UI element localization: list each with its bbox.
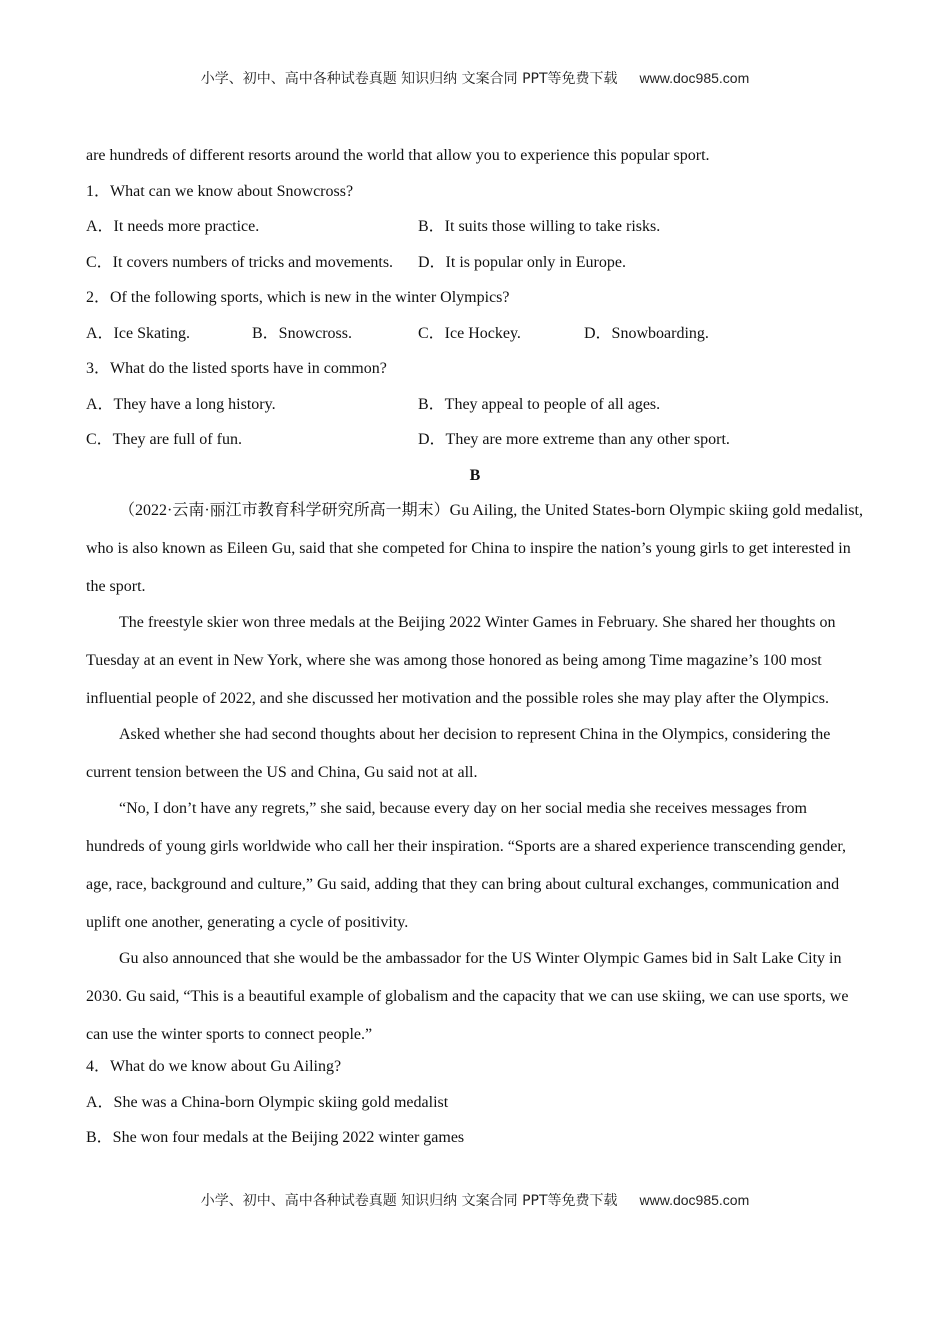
question-2-option-a[interactable]: A．Ice Skating. [86,324,190,342]
question-1-option-d[interactable]: D．It is popular only in Europe. [418,253,626,271]
question-1-option-b[interactable]: B．It suits those willing to take risks. [418,218,661,235]
footer-url[interactable]: www.doc985.com [639,1192,750,1208]
question-4-option-b[interactable]: B．She won four medals at the Beijing 2022 winter games [86,1129,465,1146]
question-3-option-c[interactable]: C．They are full of fun. [86,431,242,448]
question-2-option-c[interactable]: C．Ice Hockey. [418,324,521,342]
question-2-stem: 2．Of the following sports, which is new in the winter Olympics? [86,289,510,306]
question-3-option-d[interactable]: D．They are more extreme than any other sport. [418,431,730,448]
passage-paragraph-1: （2022·云南·丽江市教育科学研究所高一期末）Gu Ailing, the United States-born Olympic skiing gold medalist, who is also known as Eileen Gu, said that she competed for China to inspire the nation’s young girls to get interested in the sport. [86,502,863,595]
passage-paragraph-4: “No, I don’t have any regrets,” she said, because every day on her social media she receives messages from hundreds of young girls worldwide who call her their inspiration. “Sports are a shared experience transcending gender, age, race, background and culture,” Gu said, adding that they can bring about cultural exchanges, communication and uplift one another, generating a cycle of positivity. [86,800,847,931]
question-3-options-row-2 [86,427,864,463]
question-1-options-row-2 [86,250,864,286]
passage-paragraph-5: Gu also announced that she would be the ambassador for the US Winter Olympic Games bid in Salt Lake City in 2030. Gu said, “This is a beautiful example of globalism and the capacity that we can use skiing, we can use sports, we can use the winter sports to connect people.” [86,950,849,1043]
question-2-option-d[interactable]: D．Snowboarding. [584,324,709,342]
question-3-option-a[interactable]: A．They have a long history. [86,395,276,413]
passage-paragraph-2: The freestyle skier won three medals at the Beijing 2022 Winter Games in February. She shared her thoughts on Tuesday at an event in New York, where she was among those honored as being among Time magazine’s 100 most influential people of 2022, and she discussed her motivation and the possible roles she may play after the Olympics. [86,614,836,707]
footer-text: 小学、初中、高中各种试卷真题 知识归纳 文案合同 PPT等免费下载 [200,1193,618,1209]
header-text: 小学、初中、高中各种试卷真题 知识归纳 文案合同 PPT等免费下载 [200,71,618,87]
document-body [86,143,864,1161]
question-4-stem: 4．What do we know about Gu Ailing? [86,1058,342,1075]
section-b-passage [86,492,864,1054]
page-footer [0,1190,950,1210]
question-3-options-row-1 [86,392,864,428]
question-3-option-b[interactable]: B．They appeal to people of all ages. [418,395,661,413]
question-4-option-a[interactable]: A．She was a China-born Olympic skiing gold medalist [86,1093,449,1111]
question-1-stem: 1．What can we know about Snowcross? [86,182,354,200]
question-1-option-c[interactable]: C．It covers numbers of tricks and movements. [86,253,394,271]
question-3-stem: 3．What do the listed sports have in common? [86,360,387,377]
question-2-options-row [86,321,864,357]
question-2-option-b[interactable]: B．Snowcross. [252,324,353,342]
question-1-options-row-1 [86,214,864,250]
passage-paragraph-3: Asked whether she had second thoughts about her decision to represent China in the Olympics, considering the current tension between the US and China, Gu said not at all. [86,726,831,781]
section-b-title: B [469,466,481,484]
question-1-option-a[interactable]: A．It needs more practice. [86,218,260,235]
header-url[interactable]: www.doc985.com [639,70,750,86]
page-header [0,68,950,88]
intro-line: are hundreds of different resorts around the world that allow you to experience this popular sport. [86,147,710,164]
